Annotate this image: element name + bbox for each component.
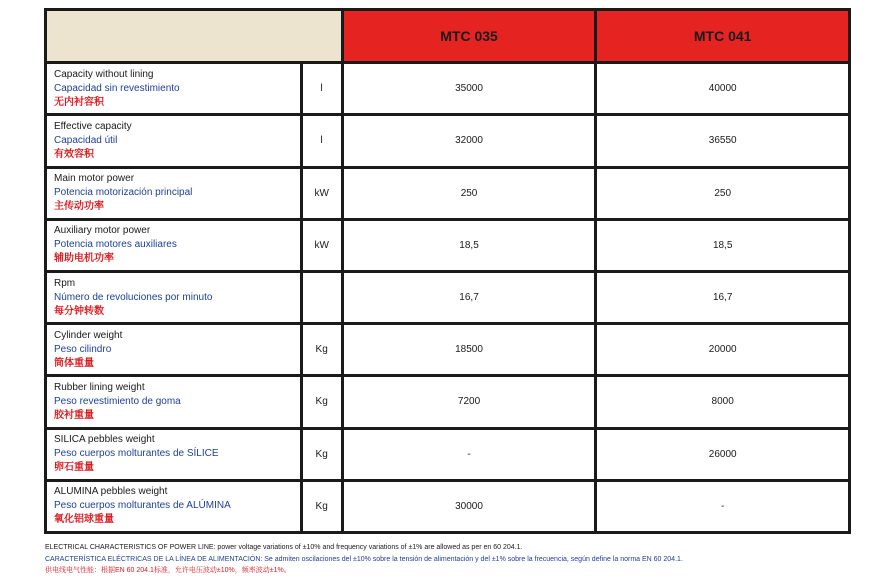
row-label-cell bbox=[47, 221, 300, 270]
row-label-cell bbox=[47, 377, 300, 426]
model-header-mtc-041: MTC 041 bbox=[597, 11, 848, 61]
label-spanish: Potencia motorización principal bbox=[54, 187, 193, 199]
label-chinese: 每分钟转数 bbox=[54, 305, 104, 317]
label-chinese: 胶衬重量 bbox=[54, 409, 94, 421]
specifications-grid bbox=[44, 8, 851, 534]
unit-cell: Kg bbox=[303, 377, 341, 426]
value-mtc-035: 18,5 bbox=[344, 221, 595, 270]
label-spanish: Capacidad útil bbox=[54, 134, 118, 146]
table-row bbox=[47, 325, 848, 374]
label-chinese: 卵石重量 bbox=[54, 462, 94, 474]
label-spanish: Peso revestimiento de goma bbox=[54, 395, 181, 407]
value-mtc-035: 30000 bbox=[344, 482, 595, 531]
value-mtc-041: 250 bbox=[597, 169, 848, 218]
value-mtc-041: 40000 bbox=[597, 64, 848, 113]
value-mtc-041: - bbox=[597, 482, 848, 531]
label-spanish: Peso cuerpos molturantes de SÍLICE bbox=[54, 448, 219, 460]
label-chinese: 辅助电机功率 bbox=[54, 253, 114, 265]
table-row bbox=[47, 221, 848, 270]
label-spanish: Número de revoluciones por minuto bbox=[54, 291, 213, 303]
value-mtc-035: 16,7 bbox=[344, 273, 595, 322]
row-label-cell bbox=[47, 430, 300, 479]
table-row bbox=[47, 430, 848, 479]
header-row bbox=[47, 11, 848, 61]
value-mtc-035: 18500 bbox=[344, 325, 595, 374]
unit-cell: kW bbox=[303, 221, 341, 270]
model-header-mtc-035: MTC 035 bbox=[344, 11, 595, 61]
value-mtc-041: 18,5 bbox=[597, 221, 848, 270]
label-english: Capacity without lining bbox=[54, 68, 154, 80]
row-label-cell bbox=[47, 273, 300, 322]
label-english: Cylinder weight bbox=[54, 329, 123, 341]
label-english: SILICA pebbles weight bbox=[54, 434, 155, 446]
label-spanish: Peso cuerpos molturantes de ALÚMINA bbox=[54, 500, 231, 512]
table-row bbox=[47, 64, 848, 113]
unit-cell: Kg bbox=[303, 325, 341, 374]
unit-cell bbox=[303, 273, 341, 322]
row-label-cell bbox=[47, 116, 300, 165]
value-mtc-035: 250 bbox=[344, 169, 595, 218]
value-mtc-035: 35000 bbox=[344, 64, 595, 113]
row-label-cell bbox=[47, 169, 300, 218]
unit-cell: Kg bbox=[303, 430, 341, 479]
specifications-table bbox=[44, 8, 851, 534]
label-english: Auxiliary motor power bbox=[54, 225, 151, 237]
unit-cell: Kg bbox=[303, 482, 341, 531]
value-mtc-035: - bbox=[344, 430, 595, 479]
table-row bbox=[47, 116, 848, 165]
label-spanish: Capacidad sin revestimiento bbox=[54, 82, 180, 94]
label-chinese: 有效容积 bbox=[54, 148, 94, 160]
header-corner-cell bbox=[47, 11, 341, 61]
value-mtc-035: 7200 bbox=[344, 377, 595, 426]
label-chinese: 无内衬容积 bbox=[54, 96, 104, 108]
label-english: Rpm bbox=[54, 277, 76, 289]
table-row bbox=[47, 482, 848, 531]
label-chinese: 筒体重量 bbox=[54, 357, 94, 369]
label-spanish: Peso cilindro bbox=[54, 343, 112, 355]
label-english: Effective capacity bbox=[54, 120, 132, 132]
table-row bbox=[47, 169, 848, 218]
label-english: ALUMINA pebbles weight bbox=[54, 486, 168, 498]
label-chinese: 氧化铝球重量 bbox=[54, 514, 114, 526]
footnote-spanish: CARACTERÍSTICA ELÉCTRICAS DE LA LÍNEA DE ALIMENTACIÓN: Se admiten oscilaciones del ±10% sobre la tensión de alimentación y del ±1% sobre la frecuencia, según define la norma EN 60 204.1. bbox=[45, 556, 683, 563]
footnote-english: ELECTRICAL CHARACTERISTICS OF POWER LINE: power voltage variations of ±10% and frequency variations of ±1% are allowed as per en 60 204.1. bbox=[45, 544, 523, 551]
row-label-cell bbox=[47, 325, 300, 374]
row-label-cell bbox=[47, 64, 300, 113]
label-english: Main motor power bbox=[54, 173, 135, 185]
row-label-cell bbox=[47, 482, 300, 531]
value-mtc-041: 8000 bbox=[597, 377, 848, 426]
value-mtc-041: 16,7 bbox=[597, 273, 848, 322]
table-row bbox=[47, 377, 848, 426]
value-mtc-041: 20000 bbox=[597, 325, 848, 374]
unit-cell: kW bbox=[303, 169, 341, 218]
label-english: Rubber lining weight bbox=[54, 381, 145, 393]
table-row bbox=[47, 273, 848, 322]
label-chinese: 主传动功率 bbox=[54, 201, 104, 213]
value-mtc-041: 36550 bbox=[597, 116, 848, 165]
value-mtc-041: 26000 bbox=[597, 430, 848, 479]
value-mtc-035: 32000 bbox=[344, 116, 595, 165]
unit-cell: l bbox=[303, 116, 341, 165]
unit-cell: l bbox=[303, 64, 341, 113]
label-spanish: Potencia motores auxiliares bbox=[54, 239, 177, 251]
footnote-chinese: 供电线电气性能：根据EN 60 204.1标准，允许电压波动±10%，频率波动±1%。 bbox=[45, 567, 291, 574]
